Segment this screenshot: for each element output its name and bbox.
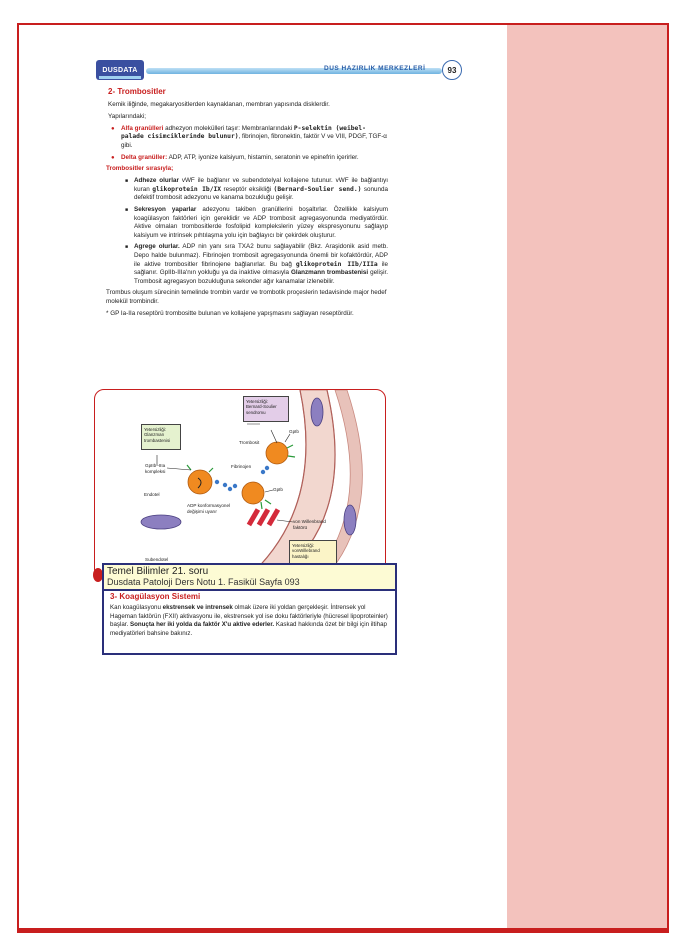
list-item: ■ Sekresyon yaparlar adezyonu takiben granüllerini boşaltırlar. Özellikle kalsiyum koagülasyon faktörleri için gereklidir ve ADP trombosit agregasyonunda mediyatördür. Aktive olmaları trombositlerde fosfolipid komplekslerin yüzey ekspresyonunu sağlayıp kalsiyum ve intrinsek pıhtılaşma yolu için bağlayıcı bir çekirdek oluşturur. xyxy=(134,206,388,240)
granule-list xyxy=(108,125,388,162)
bernard-soulier-box: Yetersizliği: Bernard-Soulier sendromu xyxy=(243,396,289,422)
dusdata-logo: DUSDATA xyxy=(96,60,144,80)
label-subendotel: Subendotel xyxy=(145,557,169,562)
list-item: ● Alfa granülleri adhezyon molekülleri taşır: Membranlarındaki P-selektin (weibel-palade cisimciklerinde bulunur), fibrinojen, fibronektin, faktör V ve VIII, PDGF, TGF-α gibi. xyxy=(121,125,388,151)
label-gpib-mid: GpIb xyxy=(273,487,283,492)
trombus-text: Trombus oluşum sürecinin temelinde trombin vardır ve trombotik proçeslerin tedavisinde major hedef molekül trombindir. xyxy=(106,289,387,305)
label-trombosit: Trombosit xyxy=(239,440,260,445)
source-overlay xyxy=(102,563,397,591)
platelet-diagram xyxy=(94,389,386,579)
label-vwf: von Willenbrand faktörü xyxy=(293,519,326,530)
label-endotel: Endotel xyxy=(144,492,160,497)
note-text: * GP Ia-IIa reseptörü trombositte bulunan ve kollajene yapışmasını sağlayan reseptördür. xyxy=(106,310,354,318)
subheading: Trombositler sırasıyla; xyxy=(106,165,174,173)
label-adp: ADP konformasyonel değişimi uyarır xyxy=(187,503,231,514)
glanzman-box: Yetersizliği: Glanzman trombastenisi xyxy=(141,424,181,450)
section-trombositler xyxy=(108,88,388,322)
label-fibrinojen: Fibrinojen xyxy=(231,464,252,469)
header-title: DUS HAZIRLIK MERKEZLERİ xyxy=(324,65,426,72)
page-number: 93 xyxy=(442,60,462,80)
label-gpib-top: GpIb xyxy=(289,429,299,434)
list-item: ■ Agrege olurlar. ADP nin yanı sıra TXA2 bunu sağlayabilir (Bkz. Araşidonik asid metb. Depo halde bulunmaz). Fibrinojen trombosit agregasyonunda önemli bir kofaktördür, ADP ile aktive trombositler fibrinojene bağlanırlar. Bu bağ glikoprotein IIb/IIIa ile sağlanır. GpIIb-IIIa'nın yokluğu ya da inaktive olmasıyla Glanzmann trombastenisi gelişir. Trombosit agregasyon bozukluğuna sekonder ağır kanamalar izlenebilir. xyxy=(134,243,388,286)
side-margin-bar xyxy=(507,25,667,928)
label-gpiib-iiia: GpIIb–IIIa kompleksi xyxy=(145,463,166,474)
yapi-text: Yapılarındaki; xyxy=(108,112,147,120)
list-item: ■ Adheze olurlar vWF ile bağlanır ve subendotelyal kollajene tutunur. vWF ile bağlantıyı kuran glikoprotein Ib/IX reseptör eksikliği (Bernard-Soulier send.) sonunda defektif trombosit adezyonu ve kanama bozukluğu gelişir. xyxy=(134,177,388,203)
koagulasyon-text: Kan koagülasyonu ekstrensek ve intrensek olmak üzere iki yoldan gerçekleşir. İntrensek yol Hageman faktörün (FXII) aktivasyonu ile, ekstrensek yol ise doku faktörleriyle (hücresel lipoproteinler) başlar. Sonuçta her iki yolda da faktör X'u aktive ederler. Kaskad hakkında özet bir bilgi için iltihap mediyatörleri bahsine bakınız. xyxy=(110,604,388,637)
intro-text: Kemik iliğinde, megakaryositlerden kaynaklanan, membran yapısında disklerdir. xyxy=(108,100,330,108)
vonwillebrand-box: Yetersizliği: vonWillebrand hastalığı xyxy=(289,540,337,566)
section-title: 3- Koagülasyon Sistemi xyxy=(110,592,201,601)
section-title: 2- Trombositler xyxy=(108,87,166,96)
overlay-question: Temel Bilimler 21. soru xyxy=(107,566,209,577)
page-header xyxy=(96,60,466,82)
section-koagulasyon xyxy=(102,591,397,655)
list-item: ● Delta granüller: ADP, ATP, iyonize kalsiyum, histamin, seratonin ve epinefrin içerirler. xyxy=(121,154,388,163)
overlay-source: Dusdata Patoloji Ders Notu 1. Fasikül Sayfa 093 xyxy=(107,577,300,587)
step-list xyxy=(108,177,388,286)
diagram-drawing xyxy=(95,390,386,579)
